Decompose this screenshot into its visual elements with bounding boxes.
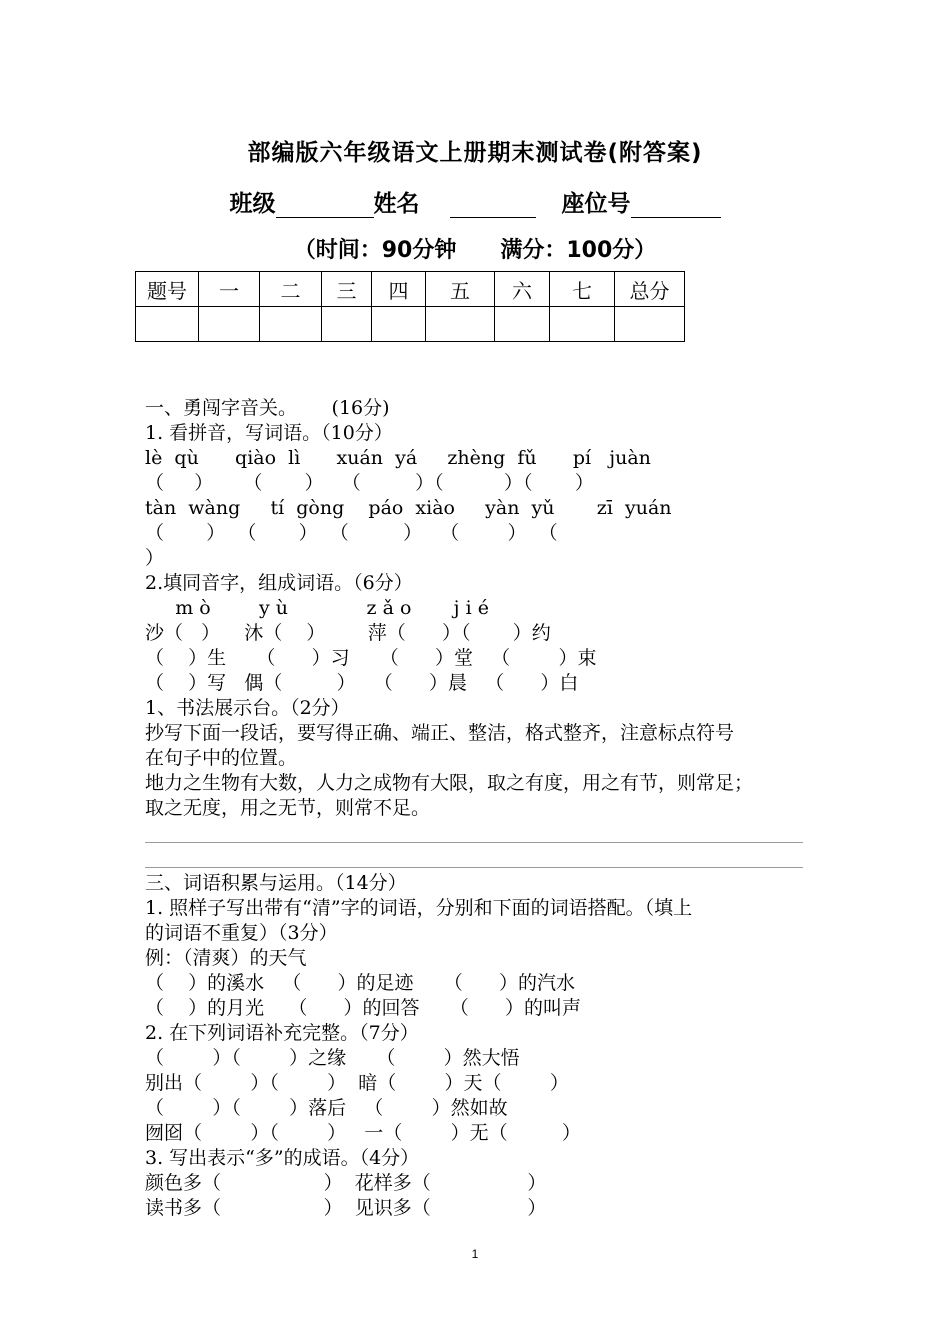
writing-rule[interactable] [145, 842, 803, 843]
fill-line: 囫囵（ ）（ ） 一（ ）无（ ） [145, 1122, 581, 1144]
student-info-line [0, 185, 950, 218]
question-text: 1. 看拼音，写词语。（10分） [145, 422, 393, 444]
score-table-blank-row [136, 307, 685, 342]
pinyin-line: lè qù qiào lì xuán yá zhèng fǔ pí juàn [145, 447, 651, 469]
score-blank-cell[interactable] [615, 307, 685, 342]
score-header-cell: 三 [322, 272, 372, 307]
name-label: 姓名 [373, 191, 420, 217]
score-header-cell: 七 [550, 272, 615, 307]
score-header-cell: 题号 [136, 272, 199, 307]
score-header-cell: 六 [495, 272, 550, 307]
score-header-cell: 五 [426, 272, 495, 307]
score-header-cell: 一 [199, 272, 260, 307]
score-blank-cell[interactable] [322, 307, 372, 342]
pinyin-line: tàn wàng tí gòng páo xiào yàn yǔ zī yuán [145, 497, 672, 519]
page-title: 部编版六年级语文上册期末测试卷(附答案) [247, 140, 703, 166]
name-blank[interactable] [450, 195, 536, 218]
fill-line: 沙（ ） 沐（ ） 萍（ ）（ ）约 [145, 622, 551, 644]
answer-brackets: （ ） （ ） （ ） （ ） （ [145, 522, 558, 544]
score-blank-cell[interactable] [495, 307, 550, 342]
fill-line: 读书多（ ） 见识多（ ） [145, 1197, 547, 1219]
score-blank-cell[interactable] [426, 307, 495, 342]
answer-brackets: （ ） （ ） （ ）（ ）（ ） [145, 472, 594, 494]
class-label: 班级 [229, 191, 276, 217]
fill-line: （ ）（ ）落后 （ ）然如故 [145, 1097, 508, 1119]
question-text: 1. 照样子写出带有“清”字的词语，分别和下面的词语搭配。（填上 [145, 897, 693, 919]
seat-blank[interactable] [631, 195, 721, 218]
question-text: 抄写下面一段话，要写得正确、端正、整洁，格式整齐，注意标点符号 [145, 722, 735, 744]
question-text: 3. 写出表示“多”的成语。（4分） [145, 1147, 420, 1169]
example-text: 例：（清爽）的天气 [145, 947, 307, 969]
class-blank[interactable] [276, 195, 374, 218]
fill-line: 颜色多（ ） 花样多（ ） [145, 1172, 547, 1194]
section-heading: 三、词语积累与运用。（14分） [145, 872, 407, 894]
question-text: 2.填同音字，组成词语。（6分） [145, 572, 413, 594]
score-table-header-row [136, 272, 685, 307]
page-number: 1 [471, 1247, 479, 1261]
writing-rule[interactable] [145, 867, 803, 868]
score-blank-cell[interactable] [550, 307, 615, 342]
seat-label: 座位号 [561, 191, 631, 217]
question-text: 2. 在下列词语补充完整。（7分） [145, 1022, 419, 1044]
copy-passage: 地力之生物有大数，人力之成物有大限，取之有度，用之有节，则常足； [145, 772, 754, 794]
fill-line: （ ）生 （ ）习 （ ）堂 （ ）束 [145, 647, 597, 669]
question-text: 的词语不重复）（3分） [145, 922, 338, 944]
question-text: 在句子中的位置。 [145, 747, 298, 769]
section-heading: 一、勇闯字音关。 (16分) [145, 397, 390, 419]
score-blank-cell[interactable] [260, 307, 322, 342]
score-table [135, 271, 685, 342]
answer-brackets: ） [145, 547, 165, 569]
pinyin-line: m ò y ù z ǎ o j i é [145, 597, 489, 619]
score-header-cell: 二 [260, 272, 322, 307]
score-blank-cell[interactable] [372, 307, 426, 342]
fill-line: （ ）的溪水 （ ）的足迹 （ ）的汽水 [145, 972, 575, 994]
fill-line: （ ）的月光 （ ）的回答 （ ）的叫声 [145, 997, 581, 1019]
section-heading: 1、书法展示台。（2分） [145, 697, 350, 719]
copy-passage: 取之无度，用之无节，则常不足。 [145, 797, 431, 819]
fill-line: （ ）（ ）之缘 （ ）然大悟 [145, 1047, 520, 1069]
fill-line: （ ）写 偶（ ） （ ）晨 （ ）白 [145, 672, 579, 694]
score-blank-cell[interactable] [136, 307, 199, 342]
time-score-info: （时间：90分钟 满分：100分） [293, 238, 657, 263]
score-blank-cell[interactable] [199, 307, 260, 342]
score-header-cell: 四 [372, 272, 426, 307]
fill-line: 别出（ ）（ ） 暗（ ）天（ ） [145, 1072, 569, 1094]
score-header-cell: 总分 [615, 272, 685, 307]
